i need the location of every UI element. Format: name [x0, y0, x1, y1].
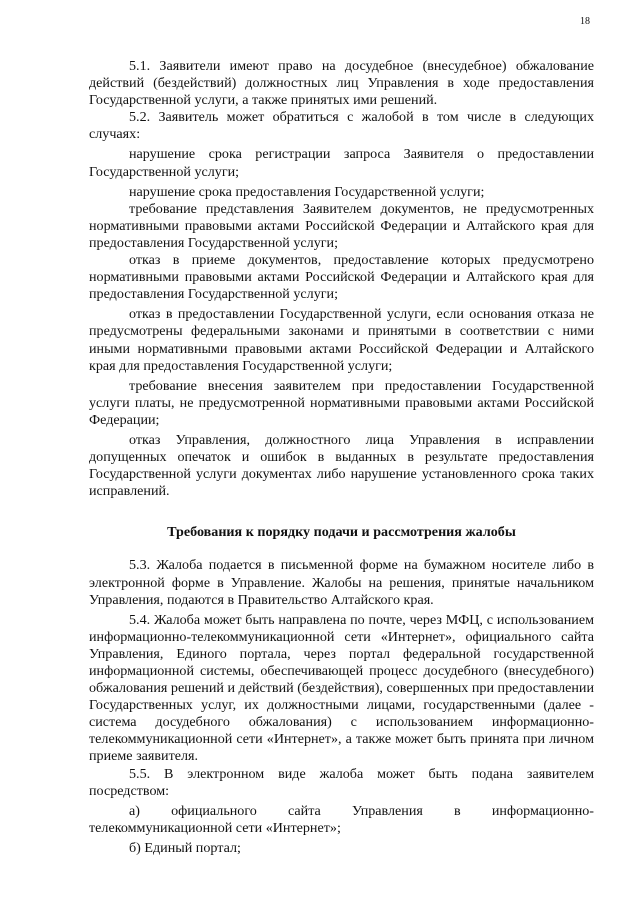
list-item-fee-requirement: требование внесения заявителем при предоставлении Государственной услуги платы, не предусмотренной нормативными правовыми актами Российской Федерации; [89, 377, 594, 428]
list-item-document-refusal: отказ в приеме документов, предоставление которых предусмотрено нормативными правовыми актами Российской Федерации и Алтайского края для предоставления Государственной услуги; [89, 252, 594, 303]
list-item-correction-refusal: отказ Управления, должностного лица Управления в исправлении допущенных опечаток и ошибок в выданных в результате предоставления Государственной услуги документах либо нарушение установленного срока таких исправлений. [89, 431, 594, 500]
list-item-official-site: а) официального сайта Управления в информационно-телекоммуникационной сети «Интернет»; [89, 802, 594, 836]
list-item-unified-portal: б) Единый портал; [129, 839, 241, 856]
list-item-registration-delay: нарушение срока регистрации запроса Заявителя о предоставлении Государственной услуги; [89, 146, 594, 180]
paragraph-5-2: 5.2. Заявитель может обратиться с жалобой в том числе в следующих случаях: [89, 109, 594, 143]
paragraph-5-4: 5.4. Жалоба может быть направлена по почте, через МФЦ, с использованием информационно-телекоммуникационной сети «Интернет», официального сайта Управления, Единого портала, через портал федеральной государственной информационной системы, обеспечивающей процесс досудебного (внесудебного) обжалования решений и действий (бездействия), совершенных при предоставлении Государственных услуг, их должностными лицами, государственными (далее - система досудебного обжалования) с использованием информационно-телекоммуникационной сети «Интернет», а также может быть принята при личном приеме заявителя. [89, 611, 594, 765]
document-body [89, 58, 594, 857]
paragraph-5-5: 5.5. В электронном виде жалоба может быть подана заявителем посредством: [89, 765, 594, 799]
section-heading: Требования к порядку подачи и рассмотрения жалобы [167, 524, 516, 541]
page-number: 18 [580, 16, 590, 27]
list-item-service-delay: нарушение срока предоставления Государственной услуги; [129, 183, 485, 200]
paragraph-5-3: 5.3. Жалоба подается в письменной форме на бумажном носителе либо в электронной форме в Управление. Жалобы на решения, принятые начальником Управления, подаются в Правительство Алтайского края. [89, 557, 594, 608]
list-item-extra-documents: требование представления Заявителем документов, не предусмотренных нормативными правовыми актами Российской Федерации и Алтайского края для предоставления Государственной услуги; [89, 200, 594, 251]
paragraph-5-1: 5.1. Заявители имеют право на досудебное (внесудебное) обжалование действий (бездействий) должностных лиц Управления в ходе предоставления Государственной услуги, а также принятых ими решений. [89, 58, 594, 109]
list-item-service-refusal: отказ в предоставлении Государственной услуги, если основания отказа не предусмотрены федеральными законами и принятыми в соответствии с ними иными нормативными правовыми актами Российской Федерации и Алтайского края для предоставления Государственной услуги; [89, 306, 594, 374]
